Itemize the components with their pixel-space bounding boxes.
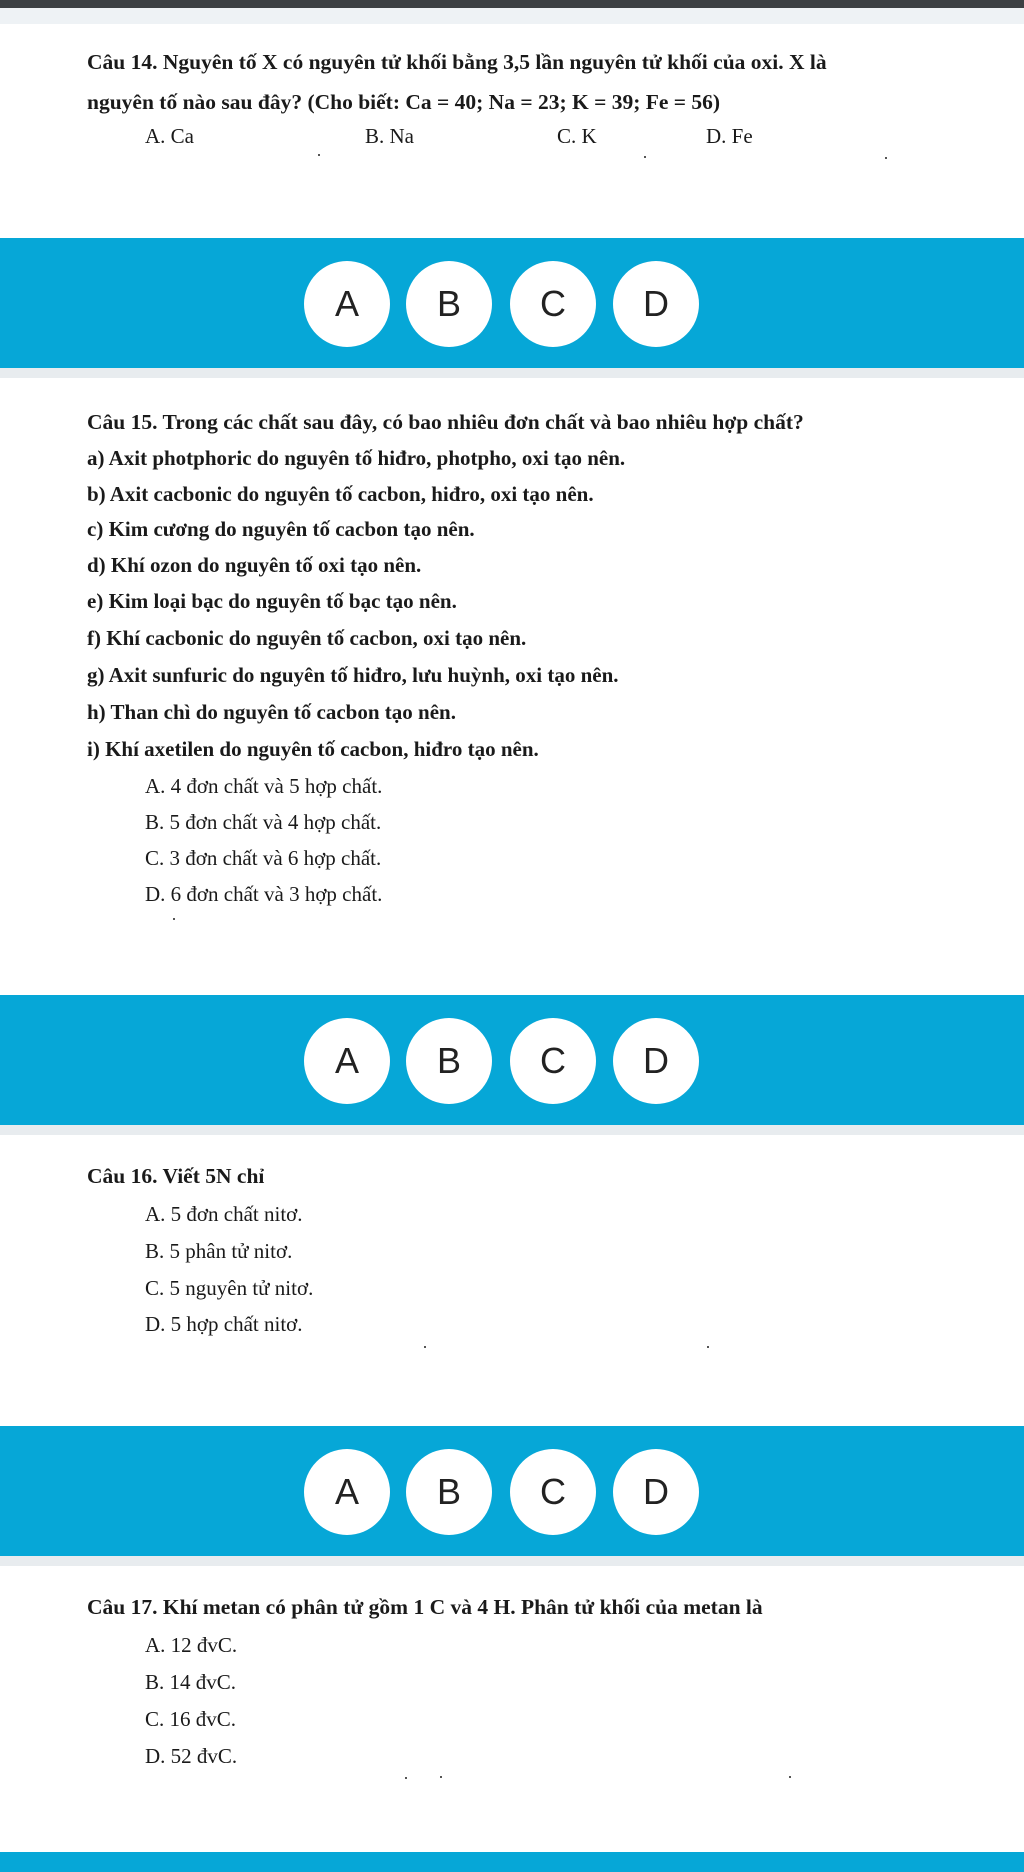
question-15-option-b: B. 5 đơn chất và 4 hợp chất.: [145, 810, 382, 834]
answer-button-a[interactable]: A: [304, 1449, 390, 1535]
question-17-title: Câu 17. Khí metan có phân tử gồm 1 C và 4 H. Phân tử khối của metan là: [87, 1595, 763, 1619]
question-15-option-a: A. 4 đơn chất và 5 hợp chất.: [145, 774, 383, 798]
top-divider: [0, 8, 1024, 24]
question-15-item-b: b) Axit cacbonic do nguyên tố cacbon, hiđro, oxi tạo nên.: [87, 482, 594, 506]
question-15-item-h: h) Than chì do nguyên tố cacbon tạo nên.: [87, 700, 456, 724]
answer-button-c[interactable]: C: [510, 1449, 596, 1535]
question-17-option-d: D. 52 đvC.: [145, 1744, 238, 1768]
answer-button-a[interactable]: A: [304, 1018, 390, 1104]
question-14-title-line1: Câu 14. Nguyên tố X có nguyên tử khối bằng 3,5 lần nguyên tử khối của oxi. X là: [87, 50, 827, 74]
answer-button-d[interactable]: D: [613, 261, 699, 347]
separator: [0, 368, 1024, 378]
question-17-option-a: A. 12 đvC.: [145, 1633, 238, 1657]
question-15-title: Câu 15. Trong các chất sau đây, có bao nhiêu đơn chất và bao nhiêu hợp chất?: [87, 410, 804, 434]
question-15-item-f: f) Khí cacbonic do nguyên tố cacbon, oxi tạo nên.: [87, 626, 527, 650]
question-15-item-c: c) Kim cương do nguyên tố cacbon tạo nên.: [87, 517, 475, 541]
question-14-option-c: C. K: [557, 124, 597, 148]
scan-mark: [707, 1346, 709, 1348]
scan-mark: [644, 156, 646, 158]
question-15-item-d: d) Khí ozon do nguyên tố oxi tạo nên.: [87, 553, 422, 577]
answer-button-b[interactable]: B: [406, 1018, 492, 1104]
answer-band-q15: [0, 995, 1024, 1125]
scan-mark: [424, 1346, 426, 1348]
question-16-title: Câu 16. Viết 5N chỉ: [87, 1164, 265, 1188]
answer-button-d[interactable]: D: [613, 1018, 699, 1104]
answer-button-d[interactable]: D: [613, 1449, 699, 1535]
scan-mark: [405, 1777, 407, 1779]
question-17-option-b: B. 14 đvC.: [145, 1670, 237, 1694]
answer-band-q16: [0, 1426, 1024, 1556]
question-14-option-d: D. Fe: [706, 124, 753, 148]
question-14-option-a: A. Ca: [145, 124, 194, 148]
question-16-option-a: A. 5 đơn chất nitơ.: [145, 1202, 303, 1226]
question-15-option-d: D. 6 đơn chất và 3 hợp chất.: [145, 882, 383, 906]
question-16-option-d: D. 5 hợp chất nitơ.: [145, 1312, 303, 1336]
top-status-bar: [0, 0, 1024, 8]
question-15-item-a: a) Axit photphoric do nguyên tố hiđro, photpho, oxi tạo nên.: [87, 446, 626, 470]
answer-button-b[interactable]: B: [406, 261, 492, 347]
question-17-option-c: C. 16 đvC.: [145, 1707, 237, 1731]
question-15-item-i: i) Khí axetilen do nguyên tố cacbon, hiđro tạo nên.: [87, 737, 539, 761]
separator: [0, 1125, 1024, 1135]
question-14-option-b: B. Na: [365, 124, 414, 148]
question-15-item-g: g) Axit sunfuric do nguyên tố hiđro, lưu huỳnh, oxi tạo nên.: [87, 663, 619, 687]
answer-button-c[interactable]: C: [510, 261, 596, 347]
answer-band-q14: [0, 238, 1024, 368]
question-16-option-c: C. 5 nguyên tử nitơ.: [145, 1276, 314, 1300]
scan-mark: [173, 918, 175, 920]
question-14-title-line2: nguyên tố nào sau đây? (Cho biết: Ca = 40; Na = 23; K = 39; Fe = 56): [87, 90, 721, 114]
question-15-option-c: C. 3 đơn chất và 6 hợp chất.: [145, 846, 382, 870]
scan-mark: [885, 157, 887, 159]
scan-mark: [440, 1776, 442, 1778]
answer-button-b[interactable]: B: [406, 1449, 492, 1535]
answer-button-a[interactable]: A: [304, 261, 390, 347]
scan-mark: [318, 154, 320, 156]
scan-mark: [789, 1776, 791, 1778]
question-15-item-e: e) Kim loại bạc do nguyên tố bạc tạo nên.: [87, 589, 457, 613]
answer-band-q17-partial: [0, 1852, 1024, 1872]
question-16-option-b: B. 5 phân tử nitơ.: [145, 1239, 293, 1263]
separator: [0, 1556, 1024, 1566]
answer-button-c[interactable]: C: [510, 1018, 596, 1104]
